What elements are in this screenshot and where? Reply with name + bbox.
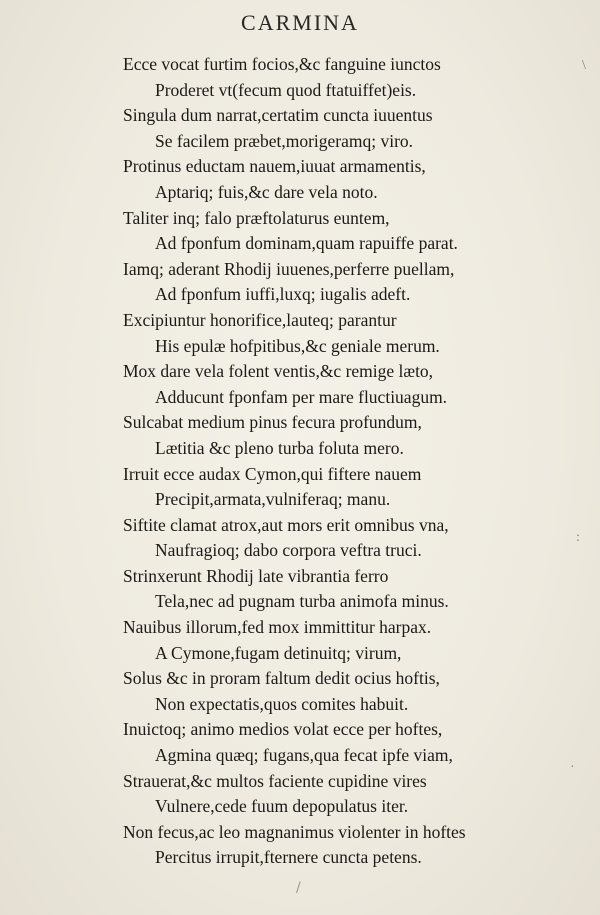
verse-line: Excipiuntur honorifice,lauteq; parantur bbox=[123, 309, 397, 330]
verse-line: Ad fponfum iuffi,luxq; iugalis adeft. bbox=[155, 284, 411, 305]
verse-line: Strauerat,&c multos faciente cupidine vires bbox=[123, 770, 427, 791]
verse-line: Non expectatis,quos comites habuit. bbox=[155, 693, 409, 714]
verse-line: Inuictoq; animo medios volat ecce per hoftes, bbox=[123, 719, 443, 740]
verse-line: Se facilem præbet,morigeramq; viro. bbox=[155, 130, 414, 151]
verse-line: Aptariq; fuis,&c dare vela noto. bbox=[155, 181, 378, 202]
poem-text bbox=[0, 52, 600, 871]
running-head: CARMINA bbox=[241, 10, 359, 35]
verse-line: Percitus irrupit,fternere cuncta petens. bbox=[155, 847, 422, 868]
verse-line: Vulnere,cede fuum depopulatus iter. bbox=[155, 796, 409, 817]
margin-mark: \ bbox=[582, 58, 586, 73]
verse-line: Naufragioq; dabo corpora veftra truci. bbox=[155, 540, 422, 561]
verse-line: Tela,nec ad pugnam turba animofa minus. bbox=[155, 591, 449, 612]
margin-mark: · bbox=[570, 760, 575, 775]
verse-line: Ad fponfum dominam,quam rapuiffe parat. bbox=[155, 233, 458, 254]
verse-line: Protinus eductam nauem,iuuat armamentis, bbox=[123, 156, 426, 177]
verse-line: Taliter inq; falo præftolaturus euntem, bbox=[123, 207, 390, 228]
verse-line: Lætitia &c pleno turba foluta mero. bbox=[155, 437, 404, 458]
verse-line: Adducunt fponfam per mare fluctiuagum. bbox=[155, 386, 448, 407]
verse-line: A Cymone,fugam detinuitq; virum, bbox=[155, 642, 402, 663]
verse-line: Irruit ecce audax Cymon,qui fiftere nauem bbox=[123, 463, 422, 484]
verse-line: Siftite clamat atrox,aut mors erit omnibus vna, bbox=[123, 514, 449, 535]
verse-line: Agmina quæq; fugans,qua fecat ipfe viam, bbox=[155, 745, 453, 766]
verse-line: Iamq; aderant Rhodij iuuenes,perferre puellam, bbox=[123, 258, 455, 279]
verse-line: Strinxerunt Rhodij late vibrantia ferro bbox=[123, 565, 389, 586]
verse-line: Ecce vocat furtim focios,&c fanguine iunctos bbox=[123, 54, 441, 74]
verse-line: His epulæ hofpitibus,&c geniale merum. bbox=[155, 335, 440, 356]
verse-line: Non fecus,ac leo magnanimus violenter in hoftes bbox=[123, 821, 466, 842]
page-stain: / bbox=[296, 880, 301, 896]
verse-line: Nauibus illorum,fed mox immittitur harpax. bbox=[123, 617, 432, 638]
verse-line: Solus &c in proram faltum dedit ocius hoftis, bbox=[123, 668, 440, 689]
verse-line: Proderet vt(fecum quod ftatuiffet)eis. bbox=[155, 79, 417, 100]
verse-line: Precipit,armata,vulniferaq; manu. bbox=[155, 489, 391, 510]
verse-line: Sulcabat medium pinus fecura profundum, bbox=[123, 412, 422, 433]
margin-mark: : bbox=[576, 530, 580, 545]
verse-line: Mox dare vela folent ventis,&c remige læto, bbox=[123, 361, 434, 382]
verse-line: Singula dum narrat,certatim cuncta iuuentus bbox=[123, 105, 433, 126]
